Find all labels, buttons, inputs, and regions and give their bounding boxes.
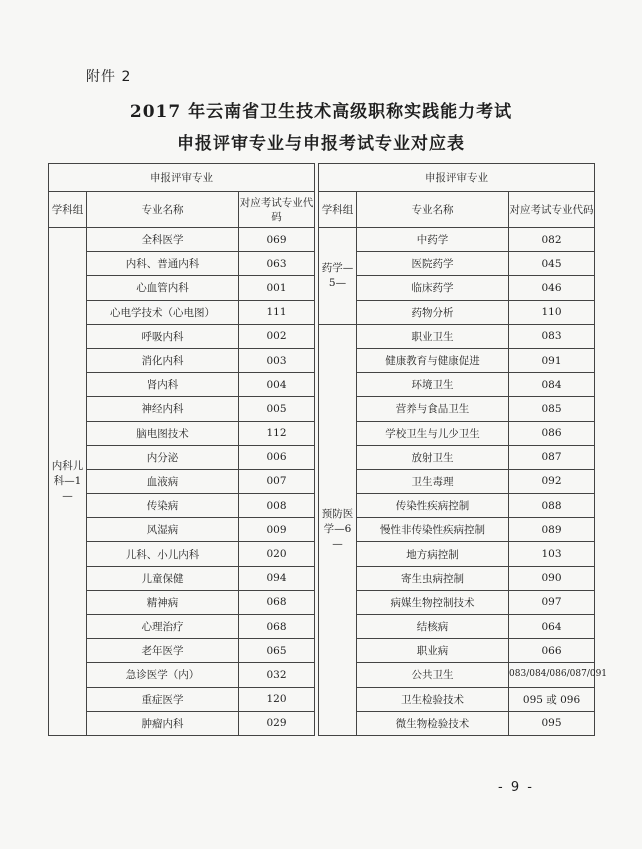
left-specialty-name: 呼吸内科	[87, 324, 239, 348]
left-specialty-name: 儿科、小儿内科	[87, 542, 239, 566]
right-specialty-name: 学校卫生与儿少卫生	[357, 421, 509, 445]
left-exam-code: 008	[239, 494, 315, 518]
left-specialty-name: 内分泌	[87, 445, 239, 469]
table-row	[49, 324, 595, 348]
left-exam-code: 068	[239, 590, 315, 614]
right-specialty-name: 传染性疾病控制	[357, 494, 509, 518]
left-specialty-name: 肿瘤内科	[87, 711, 239, 735]
right-specialty-name: 营养与食品卫生	[357, 397, 509, 421]
right-exam-code: 090	[509, 566, 595, 590]
right-exam-code: 088	[509, 494, 595, 518]
right-specialty-name: 公共卫生	[357, 663, 509, 687]
attachment-label: 附件 2	[86, 69, 132, 85]
right-exam-code: 066	[509, 639, 595, 663]
right-exam-code: 103	[509, 542, 595, 566]
correspondence-table	[48, 163, 608, 736]
left-exam-code: 009	[239, 518, 315, 542]
left-exam-code: 069	[239, 228, 315, 252]
right-group-label: 预防医学—6—	[319, 324, 357, 735]
right-exam-code: 110	[509, 300, 595, 324]
left-exam-code: 005	[239, 397, 315, 421]
right-exam-code: 045	[509, 252, 595, 276]
right-exam-code: 089	[509, 518, 595, 542]
left-section-header: 申报评审专业	[49, 164, 315, 192]
left-exam-code: 002	[239, 324, 315, 348]
left-group-label: 内科儿科—1—	[49, 228, 87, 736]
left-header-code: 对应考试专业代码	[239, 192, 315, 228]
left-exam-code: 003	[239, 348, 315, 372]
right-exam-code: 085	[509, 397, 595, 421]
right-exam-code: 092	[509, 469, 595, 493]
right-specialty-name: 慢性非传染性疾病控制	[357, 518, 509, 542]
right-specialty-name: 职业病	[357, 639, 509, 663]
left-exam-code: 112	[239, 421, 315, 445]
left-specialty-name: 重症医学	[87, 687, 239, 711]
left-exam-code: 094	[239, 566, 315, 590]
table-row	[49, 228, 595, 252]
right-specialty-name: 结核病	[357, 615, 509, 639]
right-exam-code: 082	[509, 228, 595, 252]
left-specialty-name: 急诊医学（内）	[87, 663, 239, 687]
left-specialty-name: 全科医学	[87, 228, 239, 252]
right-specialty-name: 卫生检验技术	[357, 687, 509, 711]
left-exam-code: 111	[239, 300, 315, 324]
right-exam-code: 046	[509, 276, 595, 300]
left-specialty-name: 传染病	[87, 494, 239, 518]
right-specialty-name: 药物分析	[357, 300, 509, 324]
left-specialty-name: 心电学技术（心电图）	[87, 300, 239, 324]
right-specialty-name: 放射卫生	[357, 445, 509, 469]
right-specialty-name: 临床药学	[357, 276, 509, 300]
document-subtitle: 申报评审专业与申报考试专业对应表	[177, 134, 465, 154]
left-exam-code: 001	[239, 276, 315, 300]
right-section-header: 申报评审专业	[319, 164, 595, 192]
right-exam-code: 097	[509, 590, 595, 614]
document-title: 2017 年云南省卫生技术高级职称实践能力考试	[129, 102, 513, 122]
left-specialty-name: 风湿病	[87, 518, 239, 542]
right-exam-code: 083	[509, 324, 595, 348]
left-header-group: 学科组	[49, 192, 87, 228]
left-specialty-name: 儿童保健	[87, 566, 239, 590]
left-header-name: 专业名称	[87, 192, 239, 228]
left-exam-code: 063	[239, 252, 315, 276]
left-specialty-name: 脑电图技术	[87, 421, 239, 445]
left-specialty-name: 肾内科	[87, 373, 239, 397]
right-header-group: 学科组	[319, 192, 357, 228]
right-exam-code: 083/084/086/087/091	[509, 663, 595, 687]
right-header-name: 专业名称	[357, 192, 509, 228]
left-exam-code: 004	[239, 373, 315, 397]
right-specialty-name: 环境卫生	[357, 373, 509, 397]
right-specialty-name: 地方病控制	[357, 542, 509, 566]
right-exam-code: 095	[509, 711, 595, 735]
left-exam-code: 029	[239, 711, 315, 735]
left-exam-code: 065	[239, 639, 315, 663]
left-specialty-name: 消化内科	[87, 348, 239, 372]
right-specialty-name: 病媒生物控制技术	[357, 590, 509, 614]
left-exam-code: 006	[239, 445, 315, 469]
right-specialty-name: 医院药学	[357, 252, 509, 276]
left-exam-code: 020	[239, 542, 315, 566]
left-exam-code: 120	[239, 687, 315, 711]
right-exam-code: 084	[509, 373, 595, 397]
right-specialty-name: 职业卫生	[357, 324, 509, 348]
left-specialty-name: 老年医学	[87, 639, 239, 663]
left-exam-code: 007	[239, 469, 315, 493]
right-specialty-name: 微生物检验技术	[357, 711, 509, 735]
right-exam-code: 087	[509, 445, 595, 469]
right-exam-code: 091	[509, 348, 595, 372]
left-exam-code: 068	[239, 615, 315, 639]
page-number: - 9 -	[498, 780, 534, 795]
left-specialty-name: 心血管内科	[87, 276, 239, 300]
left-specialty-name: 血液病	[87, 469, 239, 493]
right-specialty-name: 卫生毒理	[357, 469, 509, 493]
right-header-code: 对应考试专业代码	[509, 192, 595, 228]
left-specialty-name: 心理治疗	[87, 615, 239, 639]
right-specialty-name: 健康教育与健康促进	[357, 348, 509, 372]
left-exam-code: 032	[239, 663, 315, 687]
right-exam-code: 086	[509, 421, 595, 445]
right-group-label: 药学—5—	[319, 228, 357, 325]
right-specialty-name: 中药学	[357, 228, 509, 252]
left-specialty-name: 精神病	[87, 590, 239, 614]
left-specialty-name: 内科、普通内科	[87, 252, 239, 276]
right-exam-code: 095 或 096	[509, 687, 595, 711]
right-exam-code: 064	[509, 615, 595, 639]
left-specialty-name: 神经内科	[87, 397, 239, 421]
right-specialty-name: 寄生虫病控制	[357, 566, 509, 590]
